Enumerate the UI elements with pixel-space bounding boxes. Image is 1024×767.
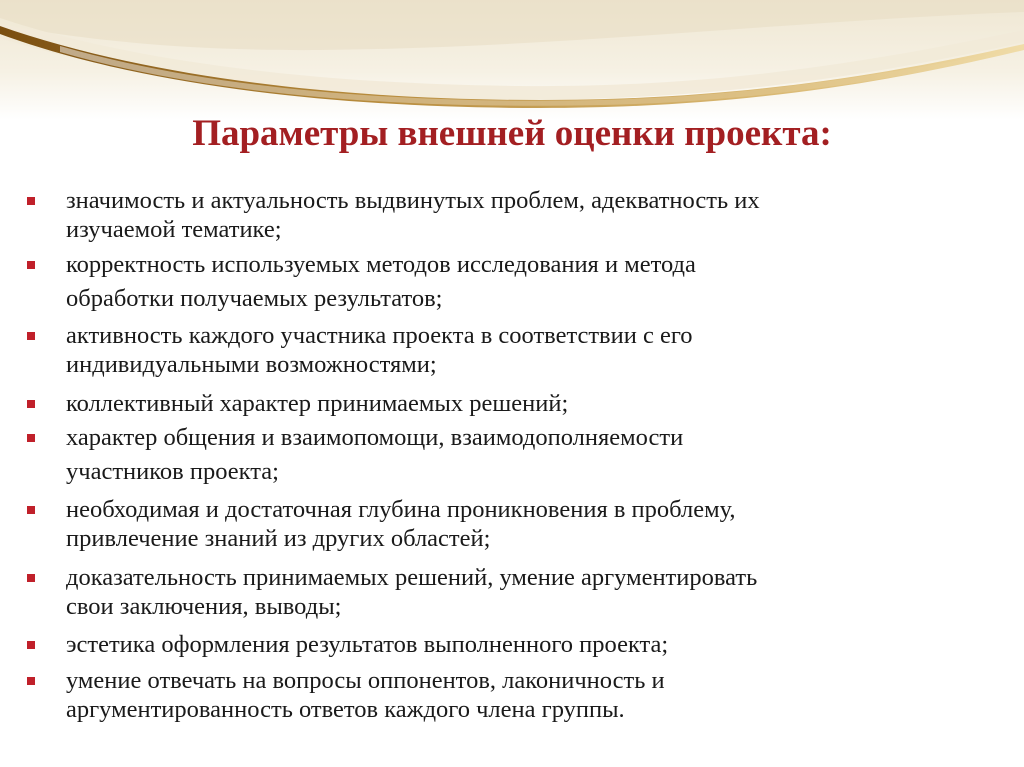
list-item-text: активность каждого участника проекта в соответствии с его индивидуальными возможностями; <box>66 322 693 378</box>
square-bullet-icon <box>27 332 35 340</box>
list-item-text: умение отвечать на вопросы оппонентов, лаконичность и аргументированность ответов каждого члена группы. <box>66 667 665 723</box>
list-item-text: характер общения и взаимопомощи, взаимодополняемости участников проекта; <box>66 424 684 485</box>
square-bullet-icon <box>27 677 35 685</box>
slide-title: Параметры внешней оценки проекта: <box>192 113 832 154</box>
list-item-text: корректность используемых методов исследования и метода обработки получаемых результатов; <box>66 251 696 312</box>
list-item-text: необходимая и достаточная глубина проникновения в проблему, привлечение знаний из других областей; <box>66 496 736 552</box>
list-item-text: доказательность принимаемых решений, умение аргументировать свои заключения, выводы; <box>66 564 758 620</box>
list-item-text: коллективный характер принимаемых решений; <box>66 390 569 417</box>
square-bullet-icon <box>27 261 35 269</box>
square-bullet-icon <box>27 574 35 582</box>
list-item-text: эстетика оформления результатов выполненного проекта; <box>66 631 669 658</box>
square-bullet-icon <box>27 506 35 514</box>
list-item-text: значимость и актуальность выдвинутых проблем, адекватность их изучаемой тематике; <box>66 187 760 243</box>
square-bullet-icon <box>27 641 35 649</box>
square-bullet-icon <box>27 400 35 408</box>
square-bullet-icon <box>27 434 35 442</box>
square-bullet-icon <box>27 197 35 205</box>
